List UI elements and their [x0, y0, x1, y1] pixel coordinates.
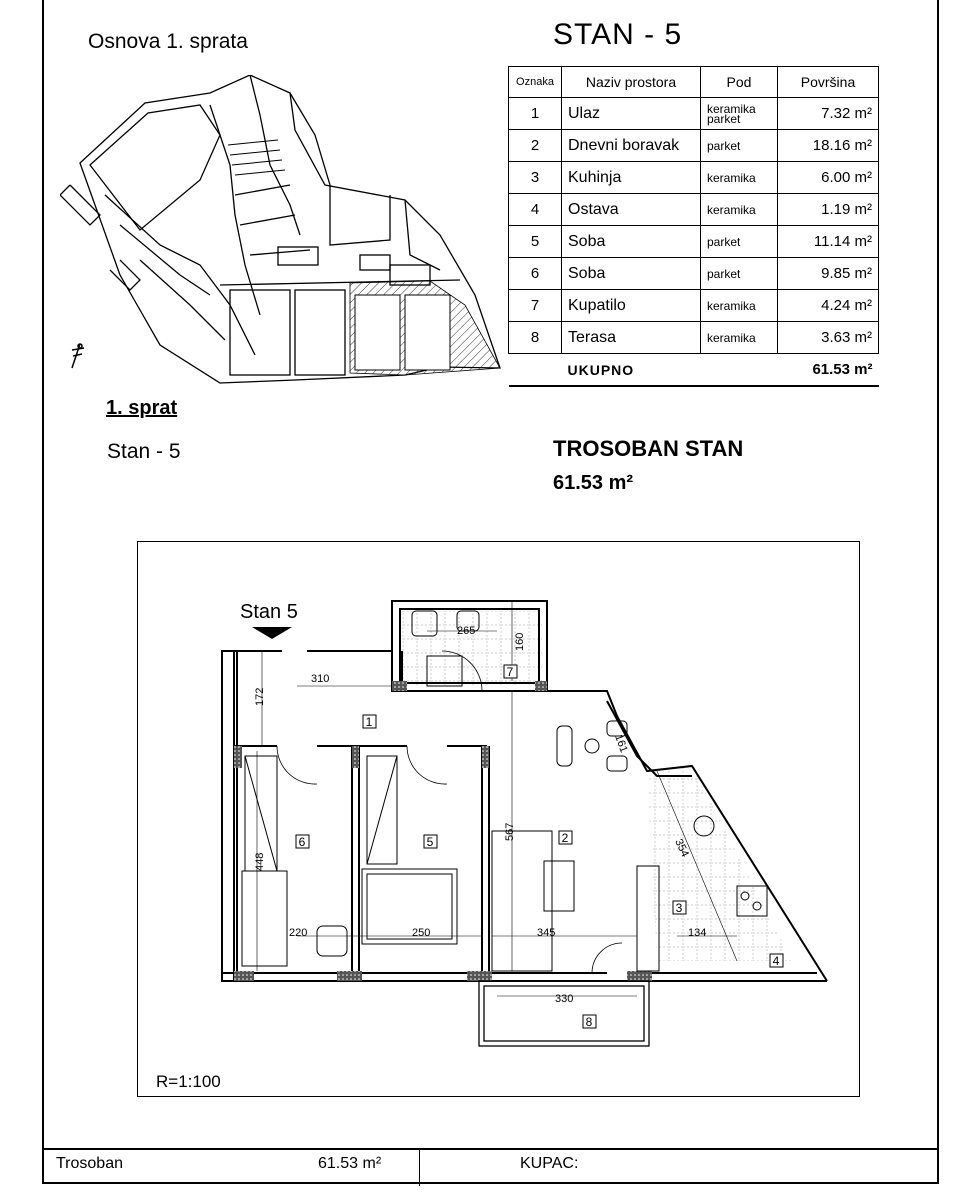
- total-empty-2: [701, 354, 778, 387]
- row-floor: keramika: [701, 290, 778, 322]
- table-row: [509, 98, 879, 130]
- row-floor: keramika: [701, 194, 778, 226]
- floor-overview-plan: [60, 75, 505, 395]
- footer-type: Trosoban: [56, 1155, 123, 1172]
- table-row: [509, 322, 879, 354]
- floor-line-2: parket: [707, 111, 741, 126]
- header-povrsina: Površina: [778, 67, 879, 98]
- table-row: [509, 194, 879, 226]
- row-name: Terasa: [562, 322, 701, 354]
- row-floor: [701, 98, 778, 130]
- dim-172: 172: [254, 687, 266, 706]
- row-id: 5: [509, 226, 562, 258]
- row-area: 4.24 m²: [778, 290, 879, 322]
- apartment-area: 61.53 m²: [553, 472, 634, 494]
- apartment-plan: [137, 541, 860, 1097]
- row-area: 1.19 m²: [778, 194, 879, 226]
- room-area-table: [508, 66, 879, 387]
- row-floor: parket: [701, 226, 778, 258]
- dim-265: 265: [457, 625, 476, 637]
- table-header-row: [509, 67, 879, 98]
- footer-buyer-label: KUPAC:: [520, 1155, 579, 1172]
- row-area: 7.32 m²: [778, 98, 879, 130]
- unit-label: Stan - 5: [107, 440, 181, 463]
- dim-161: 161: [612, 732, 630, 755]
- apartment-type: TROSOBAN STAN: [553, 436, 744, 461]
- header-naziv: Naziv prostora: [562, 67, 701, 98]
- row-area: 3.63 m²: [778, 322, 879, 354]
- table-total-row: [509, 354, 879, 387]
- total-label: UKUPNO: [562, 354, 701, 387]
- row-id: 1: [509, 98, 562, 130]
- room-tag-1: 1: [365, 715, 373, 729]
- row-id: 2: [509, 130, 562, 162]
- floor-line-1: keramika: [707, 101, 756, 116]
- room-tag-2: 2: [561, 831, 569, 845]
- dim-160: 160: [514, 632, 526, 651]
- row-area: 18.16 m²: [778, 130, 879, 162]
- header-pod: Pod: [701, 67, 778, 98]
- row-id: 4: [509, 194, 562, 226]
- room-tag-7: 7: [506, 665, 514, 679]
- table-row: [509, 162, 879, 194]
- floor-overview-title: Osnova 1. sprata: [88, 30, 248, 53]
- room-tag-3: 3: [675, 901, 683, 915]
- dim-345: 345: [537, 927, 556, 939]
- row-floor: keramika: [701, 162, 778, 194]
- dim-250: 250: [412, 927, 431, 939]
- table-row: [509, 130, 879, 162]
- row-id: 3: [509, 162, 562, 194]
- row-area: 11.14 m²: [778, 226, 879, 258]
- row-area: 6.00 m²: [778, 162, 879, 194]
- unit-marker-label: Stan 5: [240, 601, 298, 623]
- row-name: Ulaz: [562, 98, 701, 130]
- dim-330: 330: [555, 993, 574, 1005]
- dim-220: 220: [289, 927, 308, 939]
- footer-area: 61.53 m²: [318, 1155, 382, 1172]
- dim-134: 134: [688, 927, 707, 939]
- row-name: Kupatilo: [562, 290, 701, 322]
- row-id: 8: [509, 322, 562, 354]
- north-arrow-icon: [64, 340, 94, 372]
- plan-scale: R=1:100: [156, 1072, 221, 1091]
- row-floor: parket: [701, 258, 778, 290]
- dim-354: 354: [672, 837, 691, 859]
- row-name: Ostava: [562, 194, 701, 226]
- room-tag-4: 4: [772, 954, 780, 968]
- floor-label: 1. sprat: [106, 397, 178, 419]
- dim-448: 448: [254, 852, 266, 871]
- table-row: [509, 226, 879, 258]
- total-empty: [509, 354, 562, 387]
- footer-column-divider: [419, 1148, 420, 1186]
- row-name: Soba: [562, 258, 701, 290]
- apartment-title: STAN - 5: [553, 18, 683, 51]
- row-id: 6: [509, 258, 562, 290]
- room-tag-8: 8: [585, 1015, 593, 1029]
- footer-divider: [42, 1148, 939, 1150]
- table-row: [509, 258, 879, 290]
- header-oznaka: Oznaka: [509, 67, 562, 98]
- row-name: Soba: [562, 226, 701, 258]
- dim-567: 567: [504, 822, 516, 841]
- dim-310: 310: [311, 673, 330, 685]
- row-floor: keramika: [701, 322, 778, 354]
- row-name: Kuhinja: [562, 162, 701, 194]
- row-area: 9.85 m²: [778, 258, 879, 290]
- total-area: 61.53 m²: [778, 354, 879, 387]
- table-row: [509, 290, 879, 322]
- room-tag-6: 6: [298, 835, 306, 849]
- row-id: 7: [509, 290, 562, 322]
- row-name: Dnevni boravak: [562, 130, 701, 162]
- row-floor: parket: [701, 130, 778, 162]
- room-tag-5: 5: [426, 835, 434, 849]
